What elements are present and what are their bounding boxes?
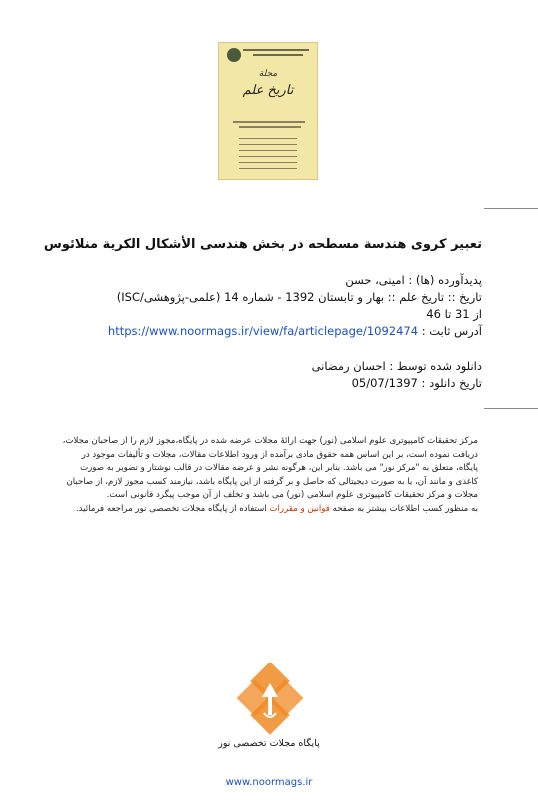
downloaded-by: دانلود شده توسط : احسان رمضانی <box>311 359 482 373</box>
footer-url-link[interactable]: www.noormags.ir <box>225 777 313 788</box>
cover-text-line <box>239 168 297 169</box>
cover-text-line <box>239 150 297 151</box>
journal-cover-image <box>218 42 318 180</box>
cover-header-line <box>243 49 309 51</box>
cover-journal-word: مجلة <box>258 69 278 79</box>
divider-middle <box>484 408 538 409</box>
notice-prefix: به منظور کسب اطلاعات بیشتر به صفحه <box>332 503 478 514</box>
notice-paragraph: مرکز تحقیقات کامپیوتری علوم اسلامی (نور) جهت ارائۀ مجلات عرضه شده در پایگاه،مجوز لازم را از صاحبان مجلات، دریافت نموده است، بر این اساس همه حقوق مادی برآمده از ورود اطلاعات مقالات، مجلات و تألیفات موجود در پایگاه، متعلق به "مرکز نور" می باشد. بنابر این، هرگونه نشر و عرضه مقالات در قالب نوشتار و تصویر به صورت کاغذی و مانند آن، یا به صورت دیجیتالی که حاصل و بر گرفته از این پایگاه باشد، نیازمند کسب مجوز لازم، از صاحبان مجلات و مرکز تحقیقات کامپیوتری علوم اسلامی (نور) می باشد و تخلف از آن موجب پیگرد قانونی است. <box>62 436 478 501</box>
notice-suffix: استفاده از پایگاه مجلات تخصصی نور مراجعه فرمائید. <box>75 503 267 514</box>
university-seal-icon <box>227 48 241 62</box>
divider-top <box>484 208 538 209</box>
address-link[interactable]: https://www.noormags.ir/view/fa/articlepage/1092474 <box>107 324 419 338</box>
article-title: تعبیر کروی هندسة مسطحه در بخش هندسی الأشکال الكرية منلائوس <box>43 237 482 252</box>
cover-text-line <box>233 121 305 123</box>
cover-header-line <box>253 54 303 56</box>
article-publication: تاریخ :: تاریخ علم :: بهار و تابستان 1392 - شماره 14 (علمی-پژوهشی/ISC) <box>116 290 482 304</box>
download-date: تاریخ دانلود : 05/07/1397 <box>351 376 482 390</box>
cover-text-line <box>239 162 297 163</box>
cover-journal-title: تاریخ علم <box>242 83 294 98</box>
noormags-logo-icon <box>234 663 306 735</box>
cover-text-line <box>239 144 297 145</box>
article-pages: از 31 تا 46 <box>426 307 482 321</box>
footer-site-name: پایگاه مجلات تخصصی نور <box>218 738 320 749</box>
cover-text-line <box>239 138 297 139</box>
cover-text-line <box>239 126 301 128</box>
copyright-notice <box>62 435 478 517</box>
cover-text-line <box>239 156 297 157</box>
article-address <box>108 323 482 340</box>
article-authors: پدیدآورده (ها) : امینی، حسن <box>345 273 482 287</box>
rules-link[interactable]: قوانین و مقررات <box>269 503 330 514</box>
address-label: آدرس ثابت : <box>421 324 482 338</box>
